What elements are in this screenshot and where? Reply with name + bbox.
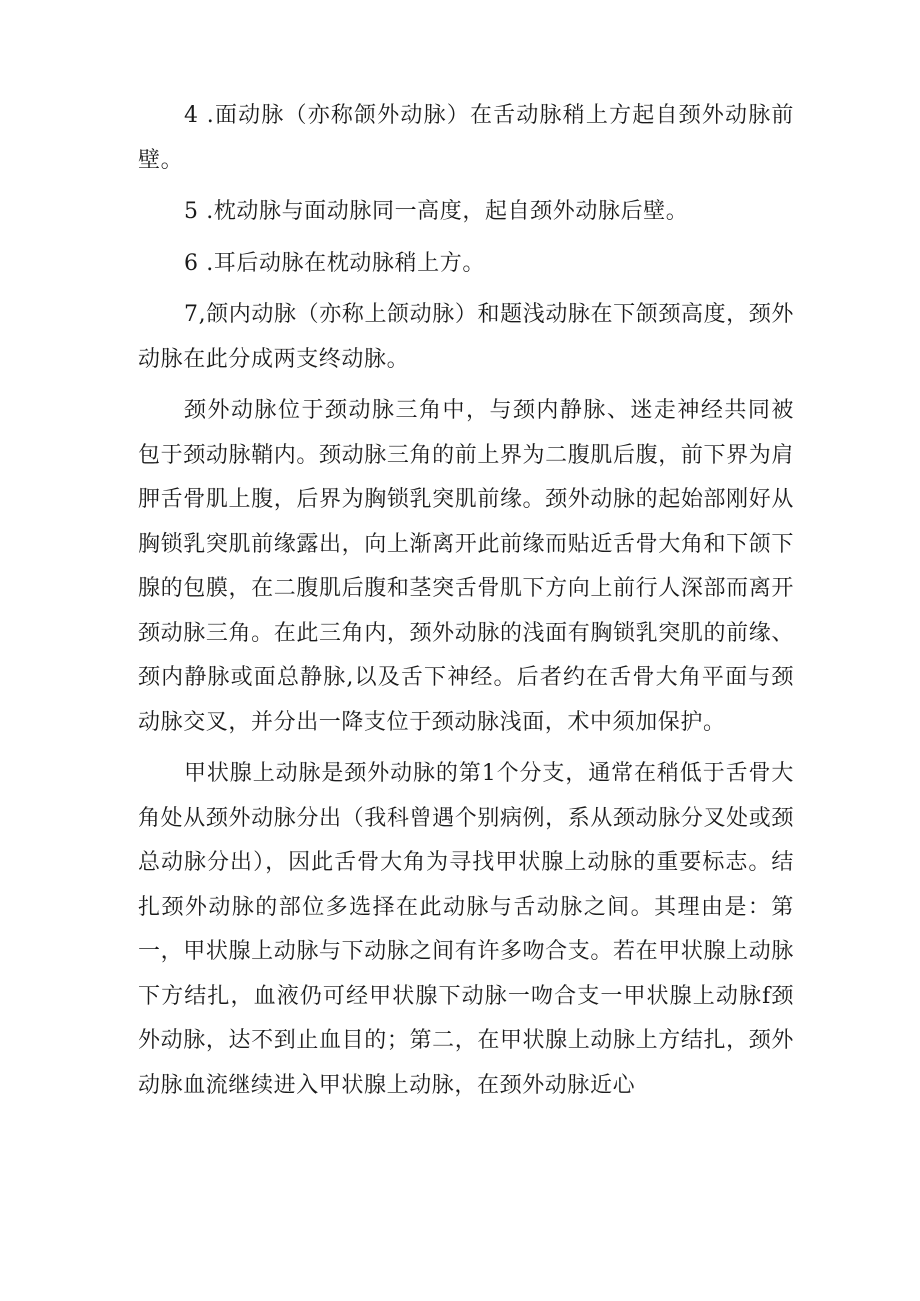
- paragraph-item-7: 7,颌内动脉（亦称上颌动脉）和题浅动脉在下颌颈高度，颈外动脉在此分成两支终动脉。: [138, 302, 794, 372]
- paragraph-item-4: 4 .面动脉（亦称颌外动脉）在舌动脉稍上方起自颈外动脉前壁。: [138, 103, 794, 173]
- paragraph-carotid-triangle: 颈外动脉位于颈动脉三角中，与颈内静脉、迷走神经共同被包于颈动脉鞘内。颈动脉三角的前上界为二腹肌后腹，前下界为肩胛舌骨肌上腹，后界为胸锁乳突肌前缘。颈外动脉的起始部刚好从胸锁乳突肌前缘露出，向上渐离开此前缘而贴近舌骨大角和下颌下腺的包膜，在二腹肌后腹和茎突舌骨肌下方向上前行人深部而离开颈动脉三角。在此三角内，颈外动脉的浅面有胸锁乳突肌的前缘、颈内静脉或面总静脉,以及舌下神经。后者约在舌骨大角平面与颈动脉交叉，并分出一降支位于颈动脉浅面，术中须加保护。: [138, 398, 794, 735]
- paragraph-item-6: 6 .耳后动脉在枕动脉稍上方。: [184, 250, 485, 276]
- body-text: [138, 94, 794, 1108]
- paragraph-item-5: 5 .枕动脉与面动脉同一高度，起自颈外动脉后壁。: [184, 199, 689, 224]
- paragraph-superior-thyroid-artery: 甲状腺上动脉是颈外动脉的第1个分支，通常在稍低于舌骨大角处从颈外动脉分出（我科曾遇个别病例，系从颈动脉分叉处或颈总动脉分出），因此舌骨大角为寻找甲状腺上动脉的重要标志。结扎颈外动脉的部位多选择在此动脉与舌动脉之间。其理由是：第一，甲状腺上动脉与下动脉之间有许多吻合支。若在甲状腺上动脉下方结扎，血液仍可经甲状腺下动脉一吻合支一甲状腺上动脉f颈外动脉，达不到止血目的；第二，在甲状腺上动脉上方结扎，颈外动脉血流继续进入甲状腺上动脉，在颈外动脉近心: [138, 761, 794, 1098]
